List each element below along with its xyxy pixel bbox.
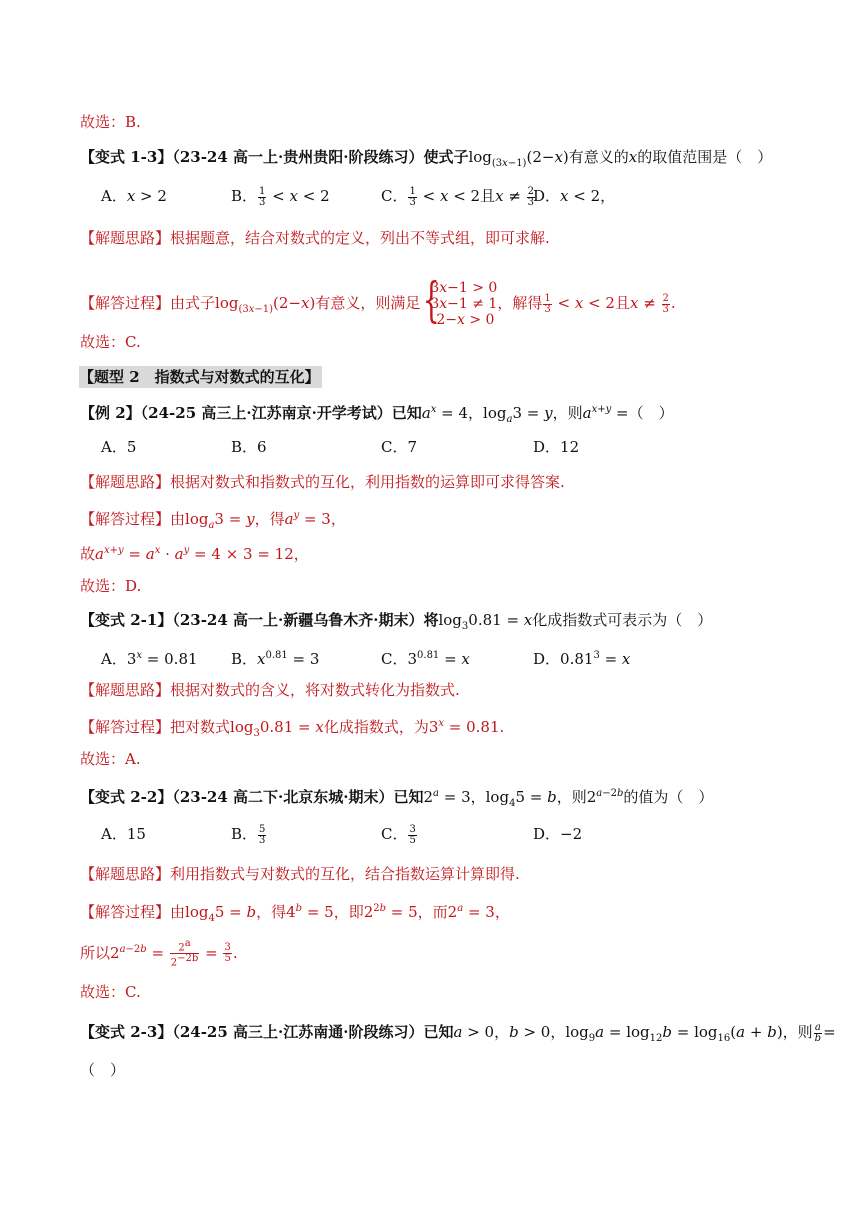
section-title: 【题型 2 指数式与对数式的互化】 [79,366,322,388]
example-2-process-2: 故$a^{x+y} = a^x \cdot a^y = 4 \times 3 = 12$， [80,545,309,563]
example-2-idea: 【解题思路】根据对数式和指数式的互化，利用指数的运算即可求得答案. [80,473,565,491]
option-d: D．12 [533,438,580,456]
variant-2-1-process: 【解答过程】把对数式$\log_30.81 = x$化成指数式，为$3^x = 0.81$. [80,718,505,739]
option-d: D．−2 [533,825,583,843]
variant-2-2-process-2: 所以$2^{a-2b}$ = $\frac{2^a}{2^{-2b}}$ = $\frac{3}{5}$ . [80,938,238,969]
option-c: C．7 [381,438,418,456]
variant-2-3-question: 【变式 2-3】（24-25 高三上·江苏南通·阶段练习）已知a > 0，b > 0，$\log_9a = \log_{12}b = \log_{16}(a + b)$，则 $\frac{a}{b}$ = [80,1021,836,1044]
process-label: 【解答过程】 [80,294,171,312]
variant-1-3-idea: 【解题思路】根据题意，结合对数式的定义，列出不等式组，即可求解. [80,229,550,247]
variant-1-3-lead: 【变式 1-3】（23-24 高一上·贵州贵阳·阶段练习）使式子 [80,148,469,166]
variant-2-3-question-2: （ ） [80,1061,126,1079]
variant-2-2-idea: 【解题思路】利用指数式与对数式的互化，结合指数运算计算即得. [80,865,520,883]
option-b: B． $\frac{1}{3}$ < x < 2 [231,185,330,208]
option-c: C．$3^{0.81} = x$ [381,650,470,668]
option-b: B． $\frac{5}{3}$ [231,823,266,846]
variant-1-3-process: 【解答过程】由式子$\log_{(3x-1)}(2-x)$有意义，则满足 { 3𝑥−1 > 0 3𝑥−1 ≠ 1 2−𝑥 > 0 ，解得 $\frac{1}{3}$ < x < 2且x ≠ $\frac{2}{3}$ . [80,280,676,328]
inequality-system: { 3𝑥−1 > 0 3𝑥−1 ≠ 1 2−𝑥 > 0 [420,280,497,328]
option-c: C． $\frac{1}{3}$ < x < 2且x ≠ $\frac{2}{3}$ [381,185,535,208]
example-2-question: 【例 2】（24-25 高三上·江苏南京·开学考试）已知$a^x = 4$，$\log_a3 = y$，则$a^{x+y}$ =（ ） [80,404,674,425]
example-2-process: 【解答过程】由$\log_a3 = y$，得$a^y = 3$， [80,510,346,531]
answer-line-b: 故选：B. [80,113,141,131]
variant-1-3-tail: 有意义的𝑥的取值范围是（ ） [568,148,773,166]
variant-2-1-question: 【变式 2-1】（23-24 高一上·新疆乌鲁木齐·期末）将$\log_30.81 = x$化成指数式可表示为（ ） [80,611,713,632]
option-d: D．𝑥 < 2， [533,187,616,205]
option-c: C． $\frac{3}{5}$ [381,823,416,846]
answer-line-d: 故选：D. [80,577,142,595]
variant-1-3-question: 【变式 1-3】（23-24 高一上·贵州贵阳·阶段练习）使式子$\log_{(3x-1)}(2-x)$有意义的𝑥的取值范围是（ ） [80,148,773,169]
option-d: D．$0.81^3 = x$ [533,650,631,668]
answer-line-c-2: 故选：C. [80,983,141,1001]
option-b: B．$x^{0.81} = 3$ [231,650,320,668]
variant-2-1-idea: 【解题思路】根据对数式的含义，将对数式转化为指数式. [80,681,460,699]
option-a: A．15 [101,825,146,843]
variant-2-2-question: 【变式 2-2】（23-24 高二下·北京东城·期末）已知$2^a = 3$，$\log_45 = b$，则$2^{a-2b}$的值为（ ） [80,788,714,809]
answer-line-a: 故选：A. [80,750,141,768]
option-b: B．6 [231,438,267,456]
option-a: A．5 [101,438,137,456]
option-a: A．𝑥 > 2 [101,187,167,205]
variant-2-2-process: 【解答过程】由$\log_45 = b$，得$4^b = 5$，即$2^{2b} = 5$，而$2^a = 3$， [80,903,510,924]
idea-label: 【解题思路】 [80,229,171,247]
option-a: A．$3^x = 0.81$ [101,650,198,668]
answer-line-c: 故选：C. [80,333,141,351]
